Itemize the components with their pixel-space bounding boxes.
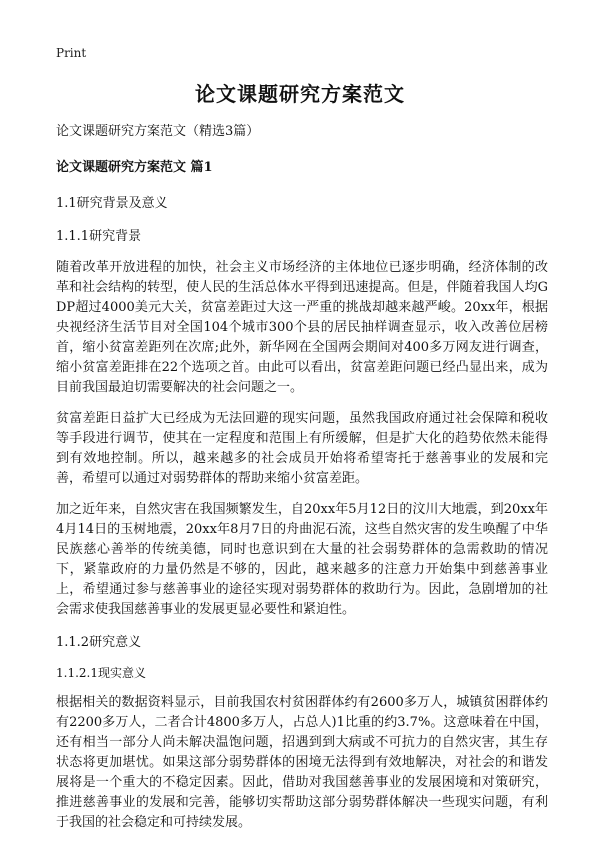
print-link[interactable]: Print <box>56 46 87 60</box>
heading-1-1-2-1: 1.1.2.1现实意义 <box>56 666 146 680</box>
document-title: 论文课题研究方案范文 <box>195 82 405 106</box>
heading-1-1-1: 1.1.1研究背景 <box>56 229 142 244</box>
heading-1-1: 1.1研究背景及意义 <box>56 196 168 211</box>
document-body <box>56 120 548 844</box>
heading-1-1-2: 1.1.2研究意义 <box>56 635 142 650</box>
paragraph-background-3: 加之近年来，自然灾害在我国频繁发生，自20xx年5月12日的汶川大地震，到20xx年4月14日的玉树地震，20xx年8月7日的舟曲泥石流，这些自然灾害的发生唤醒了中华民族慈心善举的传统美德，同时也意识到在大量的社会弱势群体的急需救助的情况下，紧靠政府的力量仍然是不够的，因此，越来越多的注意力开始集中到慈善事业上，希望通过参与慈善事业的途径实现对弱势群体的救助行为。因此，急剧增加的社会需求使我国慈善事业的发展更显必要性和紧迫性。 <box>56 502 548 617</box>
section-heading: 论文课题研究方案范文 篇1 <box>56 160 213 175</box>
document-subtitle: 论文课题研究方案范文（精选3篇） <box>56 124 260 139</box>
paragraph-background-2: 贫富差距日益扩大已经成为无法回避的现实问题，虽然我国政府通过社会保障和税收等手段进行调节，使其在一定程度和范围上有所缓解，但是扩大化的趋势依然未能得到有效地控制。所以，越来越多的社会成员开始将希望寄托于慈善事业的发展和完善，希望可以通过对弱势群体的帮助来缩小贫富差距。 <box>56 411 548 486</box>
paragraph-background-1: 随着改革开放进程的加快，社会主义市场经济的主体地位已逐步明确，经济体制的改革和社会结构的转型，使人民的生活总体水平得到迅速提高。但是，伴随着我国人均GDP超过4000美元大关，贫富差距过大这一严重的挑战却越来越严峻。20xx年，根据央视经济生活节目对全国104个城市300个县的居民抽样调查显示，收入改善位居榜首，缩小贫富差距列在次席;此外，新华网在全国两会期间对400多万网友进行调查，缩小贫富差距排在22个选项之首。由此可以看出，贫富差距问题已经凸显出来，成为目前我国最迫切需要解决的社会问题之一。 <box>56 260 548 395</box>
paragraph-significance-1: 根据相关的数据资料显示，目前我国农村贫困群体约有2600多万人，城镇贫困群体约有2200多万人，二者合计4800多万人，占总人)1比重的约3.7%。这意味着在中国，还有相当一部分人尚未解决温饱问题，招遇到到大病或不可抗力的自然灾害，其生存状态将更加堪忧。如果这部分弱势群体的困境无法得到有效地解决，对社会的和谐发展将是一个重大的不稳定因素。因此，借助对我国慈善事业的发展困境和对策研究，推进慈善事业的发展和完善，能够切实帮助这部分弱势群体解决一些现实问题，有利于我国的社会稳定和可持续发展。 <box>56 695 548 830</box>
